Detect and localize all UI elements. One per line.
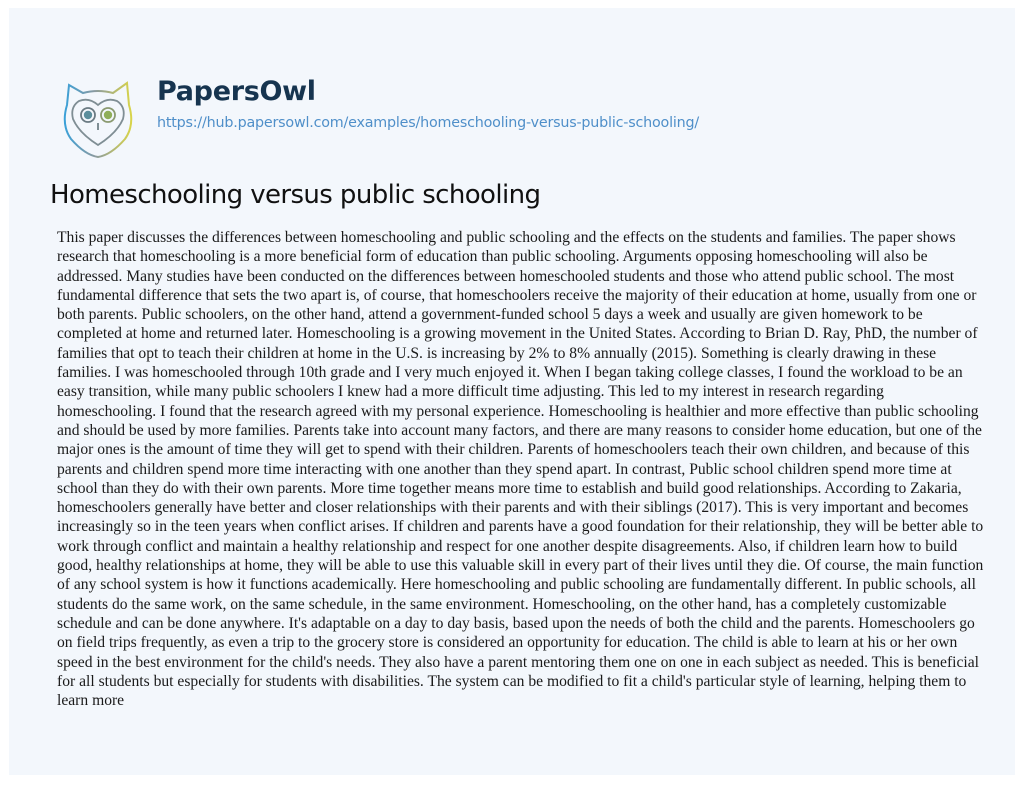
document-body: This paper discusses the differences between homeschooling and public schooling and the effects on the students and families. The paper shows research that homeschooling is a more beneficial form of education than public schooling. Arguments opposing homeschooling will also be addressed. Many studies have been conducted on the differences between homeschooled students and those who attend public school. The most fundamental difference that sets the two apart is, of course, that homeschoolers receive the majority of their education at home, usually from one or both parents. Public schoolers, on the other hand, attend a government-funded school 5 days a week and usually are given homework to be completed at home and returned later. Homeschooling is a growing movement in the United States. According to Brian D. Ray, PhD, the number of families that opt to teach their children at home in the U.S. is increasing by 2% to 8% annually (2015). Something is clearly drawing in these families. I was homeschooled through 10th grade and I very much enjoyed it. When I began taking college classes, I found the workload to be an easy transition, while many public schoolers I knew had a more difficult time adjusting. This led to my interest in research regarding homeschooling. I found that the research agreed with my personal experience. Homeschooling is healthier and more effective than public schooling and should be used by more families. Parents take into account many factors, and there are many reasons to consider home education, but one of the major ones is the amount of time they will get to spend with their children. Parents of homeschoolers teach their own children, and because of this parents and children spend more time interacting with one another than they spend apart. In contrast, Public school children spend more time at school than they do with their own parents. More time together means more time to establish and build good relationships. According to Zakaria, homeschoolers generally have better and closer relationships with their parents and with their siblings (2017). This is very important and becomes increasingly so in the teen years when conflict arises. If children and parents have a good foundation for their relationship, they will be better able to work through conflict and maintain a healthy relationship and respect for one another despite disagreements. Also, if children learn how to build good, healthy relationships at home, they will be able to use this valuable skill in every part of their lives until they die. Of course, the main function of any school system is how it functions academically. Here homeschooling and public schooling are fundamentally different. In public schools, all students do the same work, on the same schedule, in the same environment. Homeschooling, on the other hand, has a completely customizable schedule and can be done anywhere. It's adaptable on a day to day basis, based upon the needs of both the child and the parents. Homeschoolers go on field trips frequently, as even a trip to the grocery store is considered an opportunity for education. The child is able to learn at his or her own speed in the best environment for the child's needs. They also have a parent mentoring them one on one in each subject as needed. This is beneficial for all students but especially for students with disabilities. The system can be modified to fit a child's particular style of learning, helping them to learn more (57, 229, 984, 710)
brand-header (59, 75, 699, 159)
brand-name: PapersOwl (157, 76, 316, 107)
document-title: Homeschooling versus public schooling (50, 180, 541, 210)
document-card (9, 8, 1015, 775)
brand-text (157, 75, 699, 131)
owl-logo-icon (59, 75, 137, 159)
source-url-link[interactable]: https://hub.papersowl.com/examples/homeschooling-versus-public-schooling/ (157, 115, 699, 131)
